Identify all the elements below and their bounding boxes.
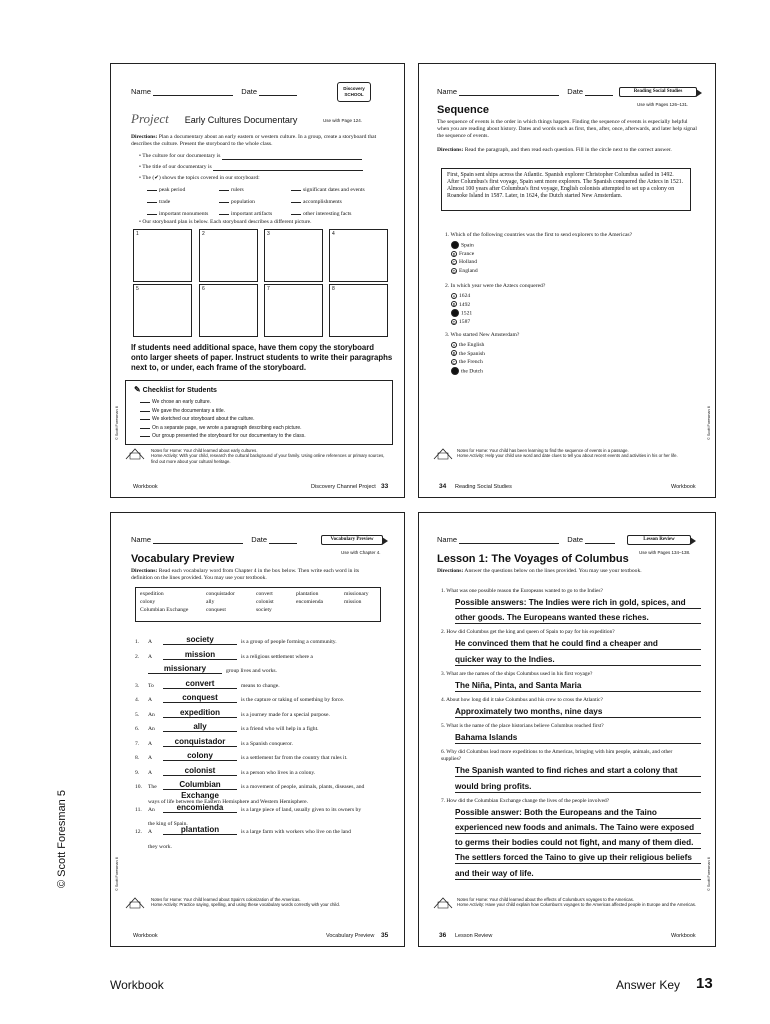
answer-blank[interactable]: missionary xyxy=(148,663,222,674)
item-number: 5. xyxy=(135,711,140,718)
answer-line[interactable]: would bring profits. xyxy=(455,780,701,793)
item-prefix: A xyxy=(148,755,153,761)
checklist-item[interactable]: On a separate page, we wrote a paragraph describing each picture. xyxy=(140,424,306,433)
vocab-word: missionary xyxy=(344,591,369,597)
vocab-word: Columbian Exchange xyxy=(140,607,189,613)
filled-bubble-icon xyxy=(451,241,459,249)
item-prefix: A xyxy=(148,697,153,703)
topics-grid xyxy=(147,186,397,218)
worksheet-page-34 xyxy=(418,63,716,498)
item-prefix: An xyxy=(148,711,155,718)
vocab-definition-row xyxy=(135,780,395,800)
section-tag: Reading Social Studies xyxy=(619,87,697,97)
storyboard-frame[interactable]: 6 xyxy=(199,284,258,337)
item-prefix: To xyxy=(148,682,154,689)
copyright-side: © Scott Foresman 6 xyxy=(115,406,119,440)
answer-option[interactable]: D 1587 xyxy=(452,318,471,325)
vocab-definition-row xyxy=(135,693,395,705)
page-footer-number: 13 xyxy=(696,975,713,992)
teacher-note: If students need additional space, have them copy the storyboard onto larger sheets of paper. Instruct students to write their paragraphs next to, or under, each frame of the storyboard. xyxy=(131,343,393,372)
vocab-word: encomienda xyxy=(296,599,324,605)
topic-item[interactable]: peak period xyxy=(147,186,219,194)
vocab-definition-row xyxy=(135,664,395,676)
storyboard-frame[interactable]: 1 xyxy=(133,229,192,282)
project-label: Project xyxy=(131,111,169,126)
item-prefix: A xyxy=(148,653,153,660)
definition-text: is a large farm with workers who live on the land xyxy=(241,829,351,835)
directions: Directions: Plan a documentary about an early eastern or western culture. In a group, create a storyboard that describes the culture. Present the storyboard to the whole class. xyxy=(131,134,377,147)
item-prefix: A xyxy=(148,740,153,747)
checklist-title: Checklist for Students xyxy=(142,387,217,394)
item-number: 4. xyxy=(135,697,140,703)
answer-blank[interactable]: conquest xyxy=(163,692,237,703)
page-footer-answer-key: Answer Key xyxy=(616,978,681,992)
copyright-side: © Scott Foresman 6 xyxy=(707,406,711,440)
answer-blank[interactable]: ally xyxy=(163,721,237,732)
footer-right: Workbook xyxy=(671,933,696,939)
definition-text: is a journey made for a special purpose. xyxy=(241,711,330,718)
page-title: Vocabulary Preview xyxy=(131,553,235,565)
answer-line[interactable]: experienced new foods and animals. The Taino were exposed xyxy=(455,821,701,834)
footer-left: Workbook xyxy=(133,933,158,939)
answer-option[interactable]: A 1624 xyxy=(452,293,471,299)
topic-item[interactable]: important monuments xyxy=(147,210,219,218)
page-number: 33 xyxy=(381,483,389,490)
answer-blank[interactable]: mission xyxy=(163,649,237,660)
answer-line[interactable]: The settlers forced the Taino to give up their religious beliefs xyxy=(455,851,701,864)
answer-line[interactable]: other goods. The Europeans wanted these riches. xyxy=(455,611,701,624)
item-number: 1. xyxy=(135,639,140,645)
answer-blank[interactable]: expedition xyxy=(163,707,237,718)
definition-text: is a religious settlement where a xyxy=(241,653,313,660)
bullet-title: • The title of our documentary is xyxy=(139,164,363,171)
answer-line[interactable]: quicker way to the Indies. xyxy=(455,653,701,666)
page-title: Lesson 1: The Voyages of Columbus xyxy=(437,553,629,565)
answer-blank[interactable]: colonist xyxy=(163,765,237,776)
answer-line[interactable]: He convinced them that he could find a cheaper and xyxy=(455,637,701,650)
date-label: Date xyxy=(251,535,268,544)
vocab-definition-row xyxy=(135,766,395,778)
filled-bubble-icon xyxy=(451,309,459,317)
copyright-side: © Scott Foresman 6 xyxy=(115,857,119,891)
page-footer-left: Workbook xyxy=(110,978,164,992)
word-box xyxy=(135,587,381,622)
name-label: Name xyxy=(131,535,152,544)
storyboard-frame[interactable]: 4 xyxy=(329,229,388,282)
checklist-item[interactable]: Our group presented the storyboard for our documentary to the class. xyxy=(140,432,306,441)
vocab-word: expedition xyxy=(140,591,164,597)
item-number: 2. xyxy=(135,653,140,660)
use-with-note: Use with Pages 126–131. xyxy=(637,102,689,107)
vocab-word: ally xyxy=(206,599,215,605)
name-label: Name xyxy=(131,87,152,96)
topic-item[interactable]: accomplishments xyxy=(291,198,401,206)
definition-text: is a group of people forming a community. xyxy=(241,639,337,645)
question-2: 2. In which year were the Aztecs conquered? xyxy=(445,283,546,289)
vocab-word: colonist xyxy=(256,599,274,605)
worksheet-page-35 xyxy=(110,512,405,947)
lesson-question: 4. About how long did it take Columbus and his crew to cross the Atlantic? xyxy=(441,697,603,703)
intro-text: The sequence of events is the order in which things happen. Finding the sequence of events is especially helpful when you are reading about history. Dates and words such as first, then, after, once, afterwards, and later help signal the sequence of events. xyxy=(437,119,697,139)
answer-blank[interactable]: colony xyxy=(163,750,237,761)
section-tag: Lesson Review xyxy=(627,535,691,545)
date-label: Date xyxy=(567,87,584,96)
bullet-culture: • The culture for our documentary is xyxy=(139,153,362,160)
answer-blank[interactable]: encomienda xyxy=(163,802,237,813)
definition-text: the king of Spain. xyxy=(148,821,188,827)
topic-item[interactable]: other interesting facts xyxy=(291,210,401,218)
notes-for-home: Notes for Home: Your child has been learning to find the sequence of events in a passage. Home Activity: Help your child use word and date clues to tell you about recent events and activities in his or her life. xyxy=(457,448,678,459)
lesson-question: 1. What was one possible reason the Europeans wanted to go to the Indies? xyxy=(441,588,603,594)
notes-home-icon xyxy=(433,896,453,909)
copyright-side: © Scott Foresman 6 xyxy=(707,857,711,891)
use-with-note: Use with Chapter 4. xyxy=(341,550,381,555)
answer-line[interactable]: The Niña, Pinta, and Santa Maria xyxy=(455,679,701,692)
vocab-word: conquistador xyxy=(206,591,235,597)
item-prefix: The xyxy=(148,784,157,790)
answer-option-selected[interactable]: 1521 xyxy=(451,309,472,318)
vocab-word: convert xyxy=(256,591,273,597)
vocab-definition-row xyxy=(135,840,395,852)
lesson-question: 7. How did the Columbian Exchange change the lives of the people involved? xyxy=(441,797,610,804)
item-number: 8. xyxy=(135,755,140,761)
lesson-question: 3. What are the names of the ships Columbus used in his first voyage? xyxy=(441,670,593,677)
answer-line[interactable]: Possible answer: Both the Europeans and the Taino xyxy=(455,806,701,819)
item-number: 6. xyxy=(135,726,140,732)
answer-blank[interactable]: society xyxy=(163,634,237,645)
answer-option-selected[interactable]: Spain xyxy=(451,241,478,250)
directions: Directions: Read the paragraph, and then read each question. Fill in the circle next to the correct answer. xyxy=(437,147,672,153)
definition-text: is a person who lives in a colony. xyxy=(241,769,316,776)
vocab-word: mission xyxy=(344,599,362,605)
vocab-definition-row xyxy=(135,650,395,662)
question-1-options xyxy=(451,241,478,275)
checklist-item[interactable]: We sketched our storyboard about the culture. xyxy=(140,415,306,424)
page-copyright: © Scott Foresman 5 xyxy=(56,790,68,888)
answer-blank[interactable]: Columbian Exchange xyxy=(163,779,237,790)
vocab-definition-row xyxy=(135,679,395,691)
answer-line[interactable]: The Spanish wanted to find riches and start a colony that xyxy=(455,764,701,777)
item-number: 3. xyxy=(135,682,140,689)
name-label: Name xyxy=(437,535,458,544)
notes-for-home: Notes for Home: Your child learned about early cultures. Home Activity: With your child, research the cultural background of your family. Using online references or primary sources, find out more about your cultural heritage. xyxy=(151,448,385,464)
question-3-options xyxy=(451,341,485,375)
bullet-storyboard: • Our storyboard plan is below. Each storyboard describes a different picture. xyxy=(139,219,312,225)
answer-blank[interactable]: convert xyxy=(163,678,237,689)
answer-option[interactable]: C Holland xyxy=(452,259,478,266)
vocab-word: conquest xyxy=(206,607,226,613)
vocab-definition-row xyxy=(135,708,395,720)
date-label: Date xyxy=(241,87,258,96)
topic-item[interactable]: trade xyxy=(147,198,219,206)
answer-option[interactable]: A the English xyxy=(452,342,485,348)
pencil-icon: ✎ xyxy=(134,385,141,394)
question-3: 3. Who started New Amsterdam? xyxy=(445,332,520,338)
topic-item[interactable]: important artifacts xyxy=(219,210,291,218)
storyboard-frame[interactable]: 8 xyxy=(329,284,388,337)
notes-home-icon xyxy=(433,447,453,460)
storyboard-frame[interactable]: 5 xyxy=(133,284,192,337)
topic-item[interactable]: significant dates and events xyxy=(291,186,401,194)
vocab-definition-row xyxy=(135,722,395,734)
notes-home-icon xyxy=(125,447,145,460)
answer-option[interactable]: B the Spanish xyxy=(452,350,485,357)
definition-text: is a settlement far from the country that rules it. xyxy=(241,755,348,761)
answer-option[interactable]: B 1492 xyxy=(452,301,471,308)
vocab-word: colony xyxy=(140,599,156,605)
footer-left: Lesson Review xyxy=(455,933,493,939)
footer-left: Workbook xyxy=(133,484,158,490)
bullet-topics: • The (✔) shows the topics covered in our storyboard: xyxy=(139,175,260,181)
checklist-box xyxy=(125,380,393,445)
name-label: Name xyxy=(437,87,458,96)
answer-option-selected[interactable]: the Dutch xyxy=(451,367,485,376)
definition-text: is a movement of people, animals, plants, diseases, and xyxy=(241,784,365,790)
lesson-question: 6. Why did Columbus lead more expeditions to the Americas, bringing with him people, animals, and other supplies? xyxy=(441,749,673,762)
storyboard-frame[interactable]: 2 xyxy=(199,229,258,282)
definition-text: is a large piece of land, usually given to its owners by xyxy=(241,806,362,813)
item-prefix: An xyxy=(148,806,155,813)
answer-option[interactable]: C the French xyxy=(452,359,483,365)
definition-text: is a Spanish conqueror. xyxy=(241,740,293,747)
discovery-school-logo: Discovery SCHOOL xyxy=(337,82,371,102)
vocab-definition-row xyxy=(135,825,395,837)
item-prefix: A xyxy=(148,639,153,645)
item-number: 9. xyxy=(135,769,140,776)
answer-blank[interactable]: plantation xyxy=(163,824,237,835)
filled-bubble-icon xyxy=(451,367,459,375)
date-label: Date xyxy=(567,535,584,544)
question-1: 1. Which of the following countries was the first to send explorers to the Americas? xyxy=(445,232,633,238)
item-number: 11. xyxy=(135,806,142,813)
vocab-word: society xyxy=(256,607,272,613)
answer-option[interactable]: D England xyxy=(452,267,478,274)
item-number: 12. xyxy=(135,829,142,835)
page-title: Early Cultures Documentary xyxy=(184,115,298,125)
item-prefix: A xyxy=(148,829,153,835)
page-number: 36 xyxy=(439,932,447,939)
item-prefix: A xyxy=(148,769,153,776)
directions: Directions: Answer the questions below on the lines provided. You may use your textbook. xyxy=(437,568,642,574)
use-with-note: Use with Page 124. xyxy=(323,118,363,123)
reading-passage: First, Spain sent ships across the Atlantic. Spanish explorer Christopher Columbus sailed in 1492. After Columbus's first voyage, Spain sent more explorers. The Spanish conquered the Aztecs in 1521. Almost 100 years after Columbus's first voyage, English colonists attempted to set up a colony on Roanoke Island in 1587. Later, in 1624, the Dutch started New Amsterdam. xyxy=(441,168,691,211)
storyboard-frame[interactable]: 7 xyxy=(264,284,323,337)
checklist-items xyxy=(140,398,306,441)
vocab-word: plantation xyxy=(296,591,319,597)
footer-left: Reading Social Studies xyxy=(455,484,512,490)
definition-text: group lives and works. xyxy=(226,668,277,674)
item-number: 10. xyxy=(135,784,142,790)
topic-item[interactable]: population xyxy=(219,198,291,206)
notes-for-home: Notes for Home: Your child learned about the effects of Columbus's voyages to the Americas. Home Activity: Have your child explain how Columbus's voyages to the Americas affected people in Europe and the Americas. xyxy=(457,897,697,908)
answer-line[interactable]: to germs their bodies could not fight, and many of them died. xyxy=(455,836,701,849)
definition-text: means to change. xyxy=(241,682,280,689)
worksheet-page-33 xyxy=(110,63,405,498)
answer-option[interactable]: B France xyxy=(452,250,475,257)
definition-text: they work. xyxy=(148,843,172,850)
checklist-item[interactable]: We gave the documentary a title. xyxy=(140,407,306,416)
definition-text: is the capture or taking of something by force. xyxy=(241,697,345,703)
footer-right: Workbook xyxy=(671,484,696,490)
use-with-note: Use with Pages 134–138. xyxy=(639,550,691,555)
lesson-question: 2. How did Columbus get the king and queen of Spain to pay for his expedition? xyxy=(441,629,615,636)
checklist-item[interactable]: We chose an early culture. xyxy=(140,398,306,407)
vocab-definition-row xyxy=(135,737,395,749)
answer-line[interactable]: Approximately two months, nine days xyxy=(455,705,701,718)
directions: Directions: Read each vocabulary word from Chapter 4 in the box below. Then write each word in its definition on the lines provided. You may use your textbook. xyxy=(131,568,360,581)
storyboard-frame[interactable]: 3 xyxy=(264,229,323,282)
vocab-definition-row xyxy=(135,751,395,763)
answer-line[interactable]: and their way of life. xyxy=(455,867,701,880)
item-number: 7. xyxy=(135,740,140,747)
worksheet-page-36 xyxy=(418,512,716,947)
vocab-definition-row xyxy=(135,635,395,647)
page-title: Sequence xyxy=(437,104,489,116)
answer-line[interactable]: Possible answers: The Indies were rich in gold, spices, and xyxy=(455,596,701,609)
section-tag: Vocabulary Preview xyxy=(321,535,383,545)
footer-right: Vocabulary Preview xyxy=(326,933,375,939)
answer-line[interactable]: Bahama Islands xyxy=(455,731,701,744)
notes-home-icon xyxy=(125,896,145,909)
lesson-question: 5. What is the name of the place historians believe Columbus reached first? xyxy=(441,723,604,730)
page-number: 34 xyxy=(439,483,447,490)
question-2-options xyxy=(451,292,472,326)
page-number: 35 xyxy=(381,932,389,939)
definition-text: ways of life between the Eastern Hemisphere and Western Hemisphere. xyxy=(148,798,309,805)
item-prefix: An xyxy=(148,726,155,732)
footer-right: Discovery Channel Project xyxy=(311,484,376,490)
answer-blank[interactable]: conquistador xyxy=(163,736,237,747)
vocab-definition-row xyxy=(135,803,395,815)
topic-item[interactable]: rulers xyxy=(219,186,291,194)
notes-for-home: Notes for Home: Your child learned about Spain's colonization of the Americas. Home Activity: Practice saying, spelling, and using these vocabulary words correctly with your child. xyxy=(151,897,340,908)
definition-text: is a friend who will help in a fight. xyxy=(241,726,319,732)
